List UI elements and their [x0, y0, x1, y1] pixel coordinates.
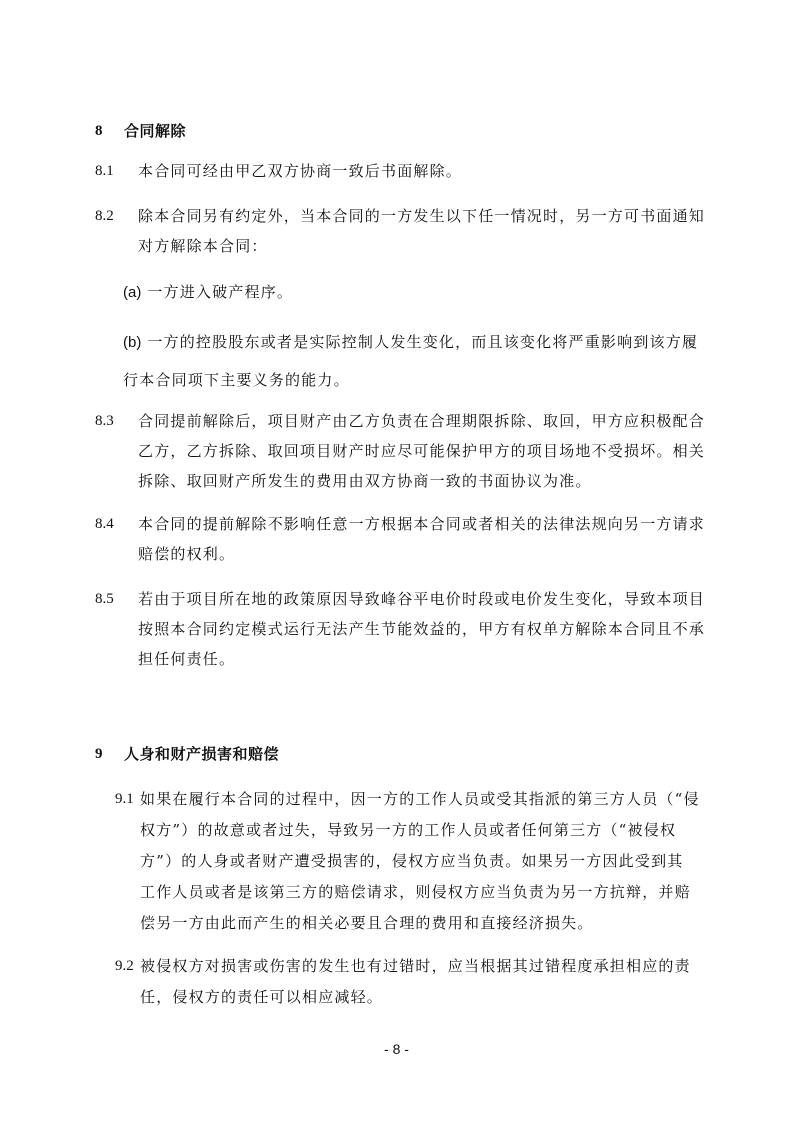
- clause-text: 本合同的提前解除不影响任意一方根据本合同或者相关的法律法规向另一方请求: [138, 515, 706, 533]
- clause-text: 合同提前解除后，项目财产由乙方负责在合理期限拆除、取回，甲方应积极配合: [138, 412, 706, 430]
- clause-text: 拆除、取回财产所发生的费用由双方协商一致的书面协议为准。: [138, 472, 592, 490]
- clause-text: 赔偿的权利。: [138, 545, 236, 563]
- sub-item-text: 一方的控股股东或者是实际控制人发生变化，而且该变化将严重影响到该方履: [147, 333, 699, 351]
- clause-number: 8.3: [95, 413, 114, 429]
- clause-text: 偿另一方由此而产生的相关必要且合理的费用和直接经济损失。: [140, 914, 594, 932]
- clause-number: 8.1: [95, 163, 114, 179]
- clause-text: 被侵权方对损害或伤害的发生也有过错时，应当根据其过错程度承担相应的责: [140, 957, 691, 975]
- section-title: 人身和财产损害和赔偿: [124, 745, 280, 763]
- clause-text: 方”）的人身或者财产遭受损害的，侵权方应当负责。如果另一方因此受到其: [140, 852, 684, 870]
- clause-number: 8.4: [95, 516, 114, 532]
- sub-item-text: 行本合同项下主要义务的能力。: [123, 371, 350, 389]
- clause-text: 工作人员或者是该第三方的赔偿请求，则侵权方应当负责为另一方抗辩，并赔: [140, 883, 691, 901]
- section-number: 8: [95, 123, 103, 139]
- clause-text: 权方”）的故意或者过失，导致另一方的工作人员或者任何第三方（“被侵权: [140, 821, 677, 839]
- clause-text: 担任何责任。: [138, 650, 236, 668]
- clause-text: 若由于项目所在地的政策原因导致峰谷平电价时段或电价发生变化，导致本项目: [138, 590, 706, 608]
- clause-text: 乙方，乙方拆除、取回项目财产时应尽可能保护甲方的项目场地不受损坏。相关: [138, 442, 706, 460]
- sub-item: [123, 332, 698, 353]
- clause-text: 本合同可经由甲乙双方协商一致后书面解除。: [138, 162, 463, 180]
- clause-text: 任，侵权方的责任可以相应减轻。: [140, 988, 384, 1006]
- section-number: 9: [95, 746, 103, 762]
- sub-item-text: 一方进入破产程序。: [147, 283, 294, 301]
- clause-text: 如果在履行本合同的过程中，因一方的工作人员或受其指派的第三方人员（“侵: [140, 790, 700, 808]
- sub-item-label: (b): [123, 334, 142, 351]
- clause-number: 9.1: [115, 791, 134, 807]
- section-title: 合同解除: [124, 122, 187, 140]
- clause-text: 按照本合同约定模式运行无法产生节能效益的，甲方有权单方解除本合同且不承: [138, 620, 706, 638]
- clause-number: 8.5: [95, 591, 114, 607]
- clause-number: 8.2: [95, 208, 114, 224]
- clause-text: 对方解除本合同：: [138, 237, 268, 255]
- clause-number: 9.2: [115, 958, 134, 974]
- sub-item-label: (a): [123, 284, 142, 301]
- sub-item: [123, 282, 293, 303]
- clause-text: 除本合同另有约定外，当本合同的一方发生以下任一情况时，另一方可书面通知: [138, 207, 706, 225]
- page-number: - 8 -: [384, 1041, 409, 1057]
